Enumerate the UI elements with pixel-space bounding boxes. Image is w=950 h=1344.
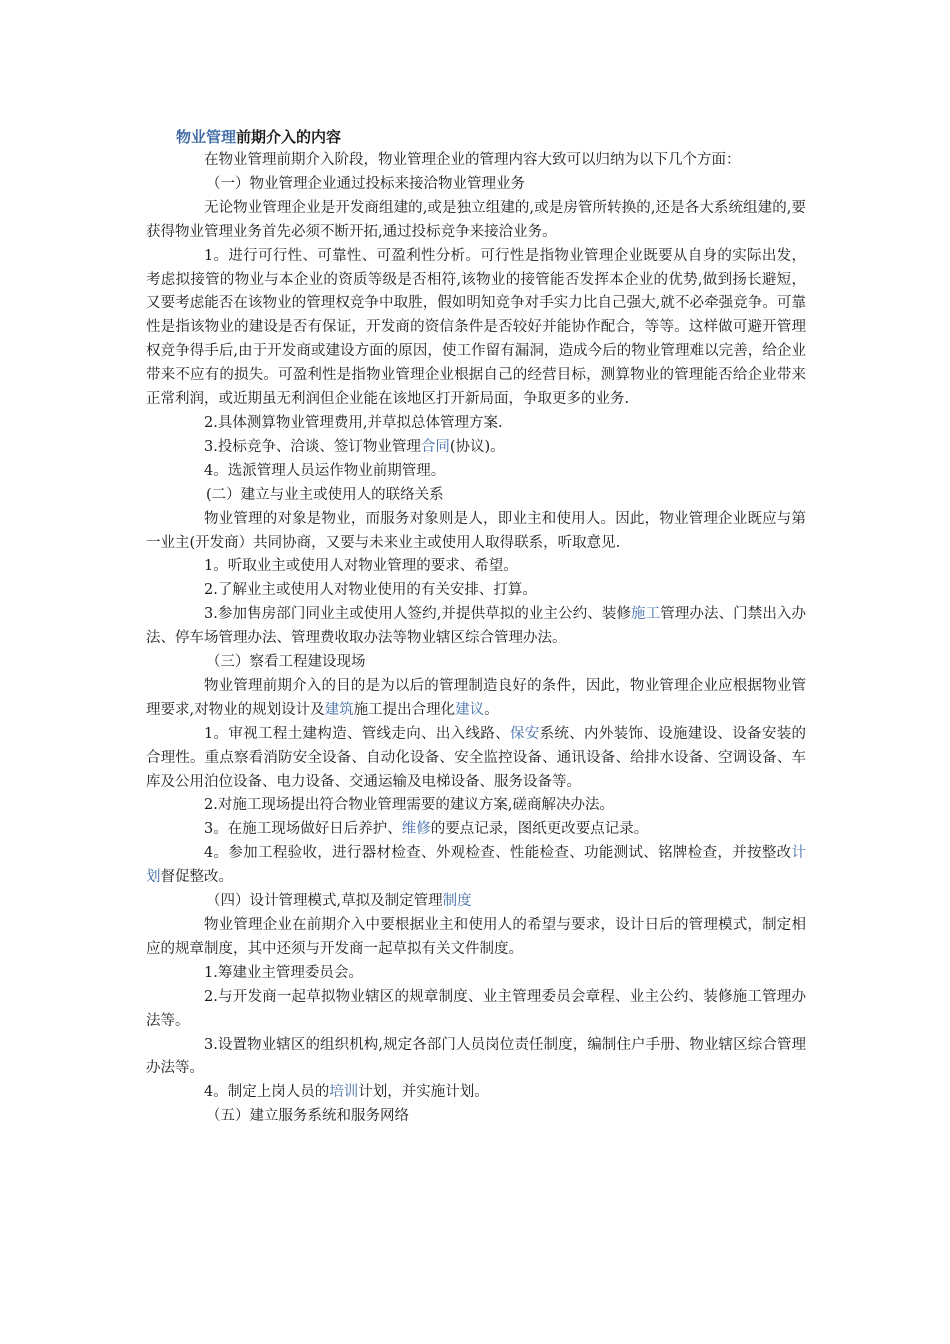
paragraph-text: （一）物业管理企业通过投标来接洽物业管理业务 [206, 175, 525, 192]
paragraph [146, 460, 806, 484]
paragraph [146, 149, 806, 173]
paragraph [146, 1081, 806, 1105]
paragraph [146, 914, 806, 962]
paragraph [146, 508, 806, 556]
paragraph [146, 842, 806, 890]
paragraph-text: （三）察看工程建设现场 [206, 654, 366, 671]
inline-link[interactable]: 制度 [442, 893, 472, 910]
inline-link[interactable]: 合同 [420, 438, 450, 455]
paragraph [146, 603, 806, 651]
section-heading [146, 484, 806, 508]
paragraph-text: 物业管理的对象是物业，而服务对象则是人，即业主和使用人。因此，物业管理企业既应与第一业主(开发商）共同协商，又要与未来业主或使用人取得联系，听取意见. [146, 510, 806, 551]
paragraph-text: 的要点记录，图纸更改要点记录。 [430, 821, 649, 838]
inline-link[interactable]: 建筑 [324, 701, 354, 718]
paragraph [146, 245, 806, 412]
paragraph-text: 物业管理企业在前期介入中要根据业主和使用人的希望与要求，设计日后的管理模式，制定相应的规章制度，其中还须与开发商一起草拟有关文件制度。 [146, 917, 806, 957]
paragraph [146, 794, 806, 818]
paragraph-text: (协议)。 [449, 438, 505, 455]
paragraph [146, 555, 806, 579]
paragraph-text: 3.投标竞争、洽谈、签订物业管理 [204, 438, 421, 455]
paragraph-text: 施工提出合理化 [353, 701, 456, 718]
paragraph-text: 物业管理前期介入的目的是为以后的管理制造良好的条件，因此，物业管理企业应根据物业管理要求,对物业的规划设计及 [146, 677, 806, 718]
section-heading [146, 651, 806, 675]
paragraph-text: 4。选派管理人员运作物业前期管理。 [204, 462, 446, 479]
inline-link[interactable]: 维修 [401, 821, 431, 838]
paragraph-text: 2.与开发商一起草拟物业辖区的规章制度、业主管理委员会章程、业主公约、装修施工管理办法等。 [146, 988, 806, 1029]
section-heading [146, 890, 806, 914]
section-heading [146, 1105, 806, 1129]
paragraph-text: 2.了解业主或使用人对物业使用的有关安排、打算。 [204, 582, 537, 599]
paragraph-text: 1。听取业主或使用人对物业管理的要求、希望。 [204, 558, 518, 575]
inline-link[interactable]: 保安 [509, 725, 540, 742]
paragraph-text: 无论物业管理企业是开发商组建的,或是独立组建的,或是房管所转换的,还是各大系统组建的,要获得物业管理业务首先必须不断开拓,通过投标竞争来接洽业务。 [146, 199, 806, 240]
paragraph-text: (二）建立与业主或使用人的联络关系 [206, 486, 444, 503]
paragraph [146, 197, 806, 245]
paragraph-text: 系统、内外装饰、设施建设、设备安装的合理性。重点察看消防安全设备、自动化设备、安全监控设备、通讯设备、给排水设备、空调设备、车库及公用泊位设备、电力设备、交通运输及电梯设备、服务设备等。 [146, 725, 807, 790]
paragraph-text: 1。进行可行性、可靠性、可盈利性分析。可行性是指物业管理企业既要从自身的实际出发，考虑拟接管的物业与本企业的资质等级是否相符,该物业的接管能否发挥本企业的优势,做到扬长避短，又要考虑能否在该物业的管理权竞争中取胜，假如明知竞争对手实力比自己强大,就不必牵强竞争。可靠性是指该物业的建设是否有保证，开发商的资信条件是否较好并能协作配合，等等。这样做可避开管理权竞争得手后,由于开发商或建设方面的原因，使工作留有漏洞，造成今后的物业管理难以完善，给企业带来不应有的损失。可盈利性是指物业管理企业根据自己的经营目标，测算物业的管理能否给企业带来正常利润，或近期虽无利润但企业能在该地区打开新局面，争取更多的业务. [146, 247, 806, 408]
paragraph-text: 4。制定上岗人员的 [204, 1084, 330, 1101]
inline-link[interactable]: 培训 [329, 1084, 359, 1101]
paragraph-text: 3。在施工现场做好日后养护、 [204, 821, 402, 838]
paragraph-text: 2.具体测算物业管理费用,并草拟总体管理方案. [204, 414, 503, 431]
paragraph [146, 723, 806, 795]
title-link[interactable]: 物业管理 [176, 128, 237, 146]
paragraph [146, 675, 806, 723]
inline-link[interactable]: 施工 [631, 606, 661, 623]
paragraph-text: 2.对施工现场提出符合物业管理需要的建议方案,磋商解决办法。 [204, 797, 614, 814]
section-heading [146, 173, 806, 197]
paragraph-text: 3.参加售房部门同业主或使用人签约,并提供草拟的业主公约、装修 [204, 606, 632, 623]
document-body [146, 126, 806, 1129]
paragraph-text: （四）设计管理模式,草拟及制定管理 [206, 893, 443, 910]
paragraph-text: （五）建立服务系统和服务网络 [206, 1108, 409, 1125]
paragraph-text: 督促整改。 [160, 869, 233, 886]
paragraph [146, 818, 806, 842]
paragraph [146, 436, 806, 460]
paragraph-text: 在物业管理前期介入阶段，物业管理企业的管理内容大致可以归纳为以下几个方面： [204, 152, 741, 168]
title-text: 前期介入的内容 [236, 128, 342, 146]
paragraph-text: 3.设置物业辖区的组织机构,规定各部门人员岗位责任制度，编制住户手册、物业辖区综合管理办法等。 [146, 1036, 806, 1077]
paragraph [146, 1034, 806, 1082]
paragraph [146, 962, 806, 986]
paragraph-text: 管理办法、门禁出入办法、停车场管理办法、管理费收取办法等物业辖区综合管理办法。 [146, 606, 807, 647]
paragraph-text: 。 [484, 701, 499, 718]
paragraph-text: 1.筹建业主管理委员会。 [204, 964, 363, 981]
paragraph [146, 986, 806, 1034]
paragraph-text: 1。审视工程土建构造、管线走向、出入线路、 [204, 725, 510, 742]
paragraph-text: 4。参加工程验收，进行器材检查、外观检查、性能检查、功能测试、铭牌检查，并按整改 [204, 845, 792, 862]
inline-link[interactable]: 建议 [455, 701, 485, 718]
paragraph-text: 计划，并实施计划。 [358, 1084, 489, 1101]
inline-link[interactable]: 计划 [146, 845, 806, 886]
document-title [176, 126, 806, 149]
paragraph [146, 412, 806, 436]
paragraph [146, 579, 806, 603]
